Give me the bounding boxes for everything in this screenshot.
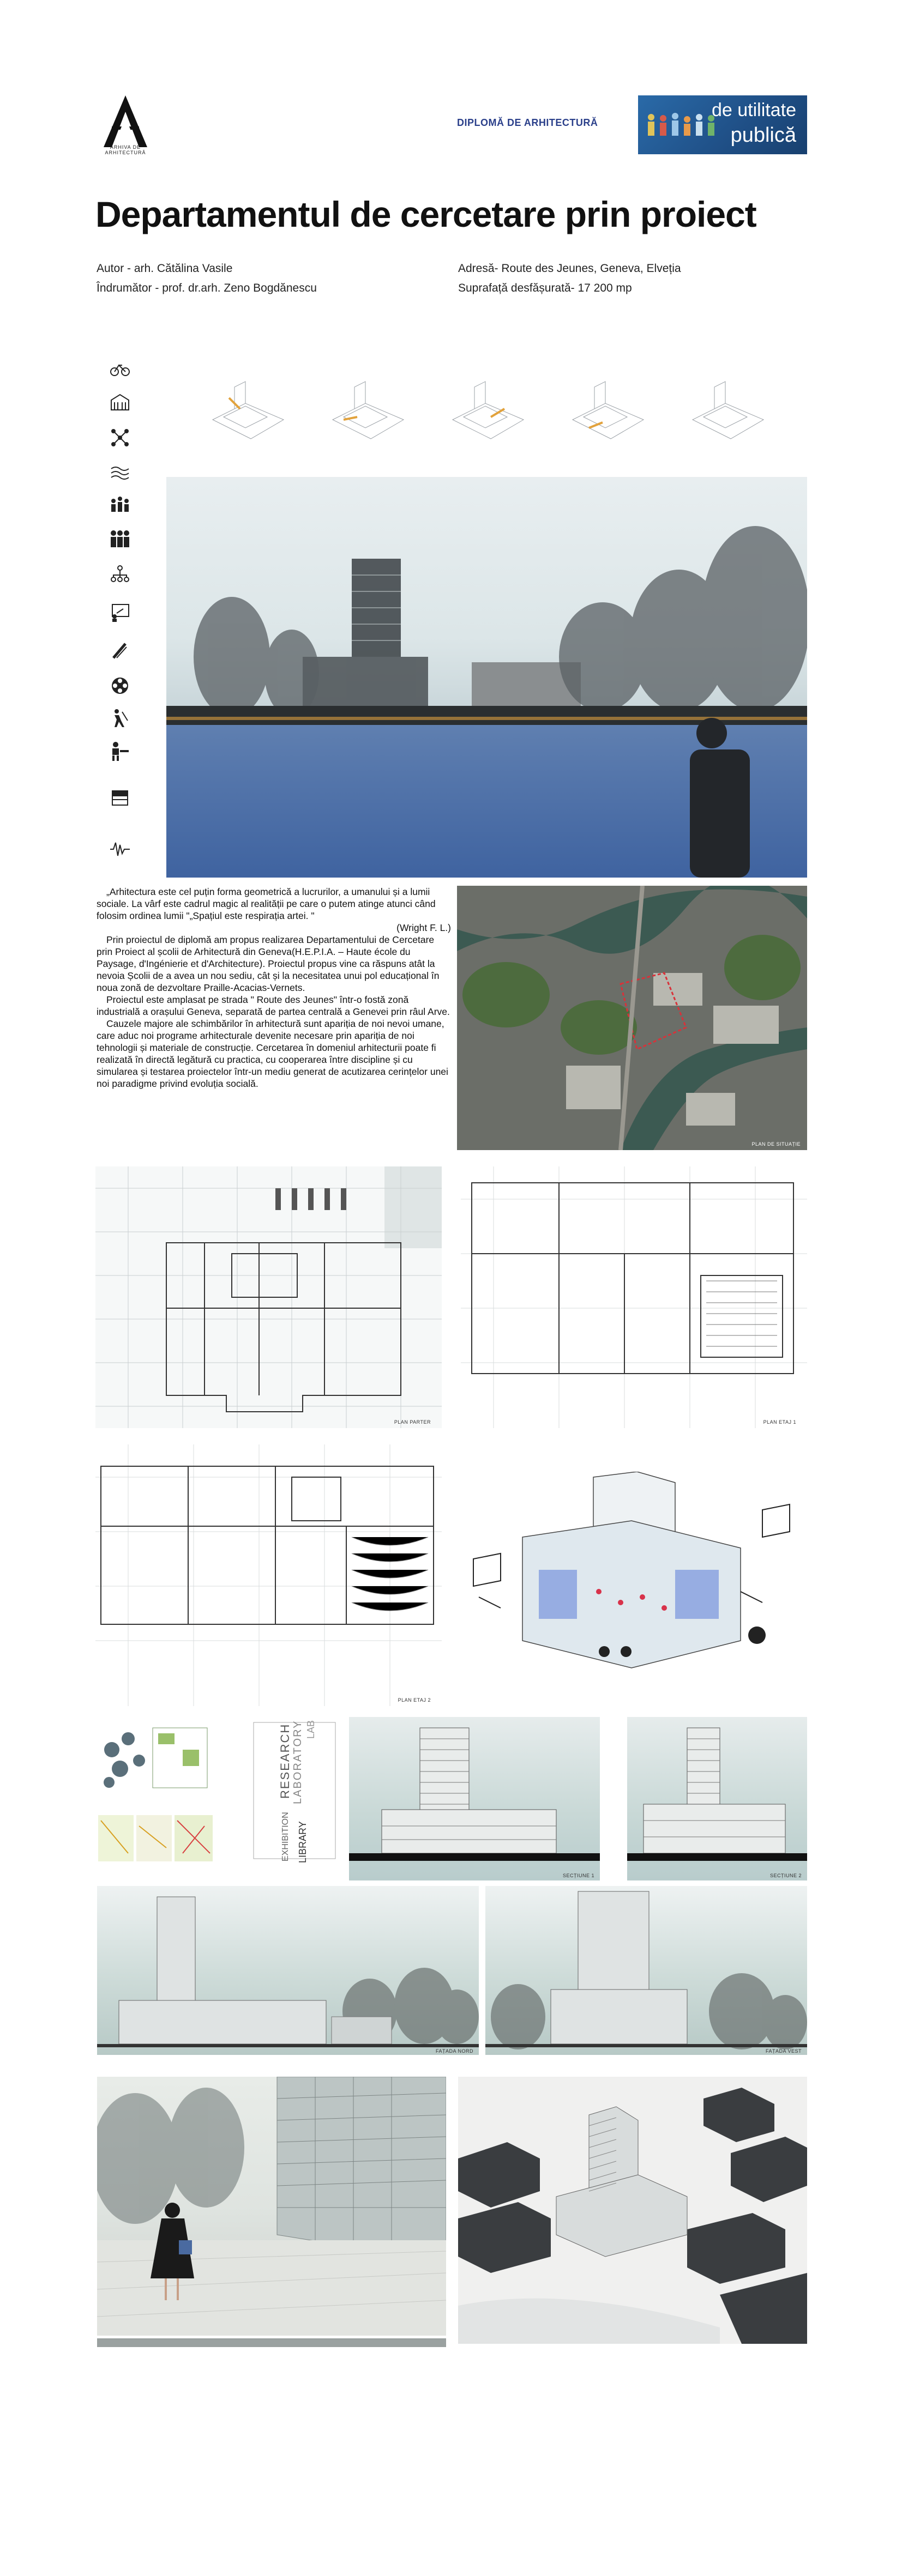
site-plan-aerial: [457, 886, 807, 1150]
people-icon: [645, 106, 721, 150]
concept-sketches-row: [207, 371, 807, 452]
word-lab: LAB: [305, 1720, 316, 1739]
film-reel-icon: [109, 676, 131, 696]
aerial-photo: [457, 886, 807, 1150]
quote-text: „Arhitectura este cel puțin forma geometrică a lucrurilor, a umanului și a lumii sociale. La vârf este cadrul magic al realității pe care o putem atinge atunci când folosim ordinea lumii "„Spațiul este respirația artei. ": [97, 886, 436, 921]
building-icon: [109, 392, 131, 412]
facade-north-caption: FAȚADA NORD: [435, 2048, 473, 2054]
section-2: [627, 1717, 807, 1880]
layers-icon: [109, 788, 131, 807]
paragraph-1: Prin proiectul de diplomă am propus realizarea Departamentului de Cercetare prin Proiect al școlii de Arhitectură din Geneva(H.E.P.I.A. – Haute école du Paysage, d'Ingénierie et d'Architecture). Proiectul propus vine ca răspuns atât la nevoia Școlii de a avea un nou sediu, cât și la necesitatea unui pol educațional în noua zonă de dezvoltare Praille-Acacias-Vernets.: [97, 934, 440, 993]
crowd-icon: [109, 529, 131, 548]
bicycle-icon: [109, 360, 131, 379]
badge-line1: de utilitate: [712, 100, 796, 120]
word-library: LIBRARY: [297, 1821, 308, 1863]
facade-west-caption: FAȚADA VEST: [765, 2048, 802, 2054]
project-description: [97, 886, 451, 1090]
diploma-label: DIPLOMĂ DE ARHITECTURĂ: [457, 117, 598, 128]
hierarchy-icon: [109, 564, 131, 584]
water-icon: [109, 463, 131, 483]
west-facade: [485, 1886, 807, 2055]
section1-caption: SECȚIUNE 1: [562, 1873, 594, 1878]
paragraph-3: Cauzele majore ale schimbărilor în arhitectură sunt apariția de noi nevoi umane, care aduc noi programe arhitecturale devenite necesare prin apariția de noi tehnologii și materiale de construcție. Cercetarea în domeniul arhitecturii poate fi realizată în directă legătură cu practica, cu cooperarea între discipline și cu simularea și testarea proiectelor într-un mediu generat de acutizarea cerințelor unei noi paradigme privind evoluția socială.: [97, 1018, 448, 1089]
paragraph-2: Proiectul este amplasat pe strada " Route des Jeunes" într-o fostă zonă industrială a orașului Geneva, separată de partea centrală a Genevei prin râul Arve.: [97, 994, 450, 1017]
page-title: Departamentul de cercetare prin proiect: [95, 194, 756, 234]
address-line: Adresă- Route des Jeunes, Geneva, Elveția: [458, 262, 681, 275]
axonometric-diagram: [457, 1472, 807, 1695]
first-floor-drawing: [461, 1166, 807, 1428]
network-icon: [109, 428, 131, 448]
massing-render: [458, 2077, 807, 2344]
word-exhibition: EXHIBITION: [281, 1812, 290, 1861]
credits-right: [458, 259, 681, 298]
author-line: Autor - arh. Cătălina Vasile: [97, 262, 233, 275]
west-facade-drawing: [485, 1886, 807, 2055]
section2-caption: SECȚIUNE 2: [769, 1873, 802, 1878]
analysis-diagrams: [95, 1717, 215, 1864]
second-floor-plan: [95, 1444, 442, 1706]
floor2-plan-caption: PLAN ETAJ 2: [398, 1697, 431, 1703]
massing-illustration: [458, 2077, 807, 2344]
quote-author: (Wright F. L.): [396, 922, 451, 933]
word-research: RESEARCH: [278, 1723, 292, 1799]
credits-left: [97, 259, 317, 298]
entrance-render: [97, 2077, 446, 2336]
first-floor-plan: [461, 1166, 807, 1428]
north-facade-drawing: [97, 1886, 479, 2055]
ground-plan-caption: PLAN PARTER: [394, 1419, 431, 1425]
presentation-icon: [109, 602, 131, 622]
north-facade: [97, 1886, 479, 2055]
concept-sketches: [207, 371, 807, 452]
word-laboratory: LABORATORY: [292, 1720, 304, 1804]
site-plan-caption: PLAN DE SITUAȚIE: [751, 1141, 801, 1147]
architecture-logo: [95, 93, 155, 153]
floor1-plan-caption: PLAN ETAJ 1: [763, 1419, 796, 1425]
tools-icon: [109, 640, 131, 660]
hero-render: [166, 477, 807, 878]
sound-wave-icon: [109, 839, 131, 859]
ground-floor-plan: [95, 1166, 442, 1428]
section-1-drawing: [349, 1717, 600, 1880]
logo-caption: ARHIVA DE ARHITECTURĂ: [105, 144, 146, 155]
program-words: [215, 1717, 341, 1864]
surface-line: Suprafață desfășurată- 17 200 mp: [458, 282, 632, 294]
hero-render-illustration: [166, 477, 807, 878]
entrance-illustration: [97, 2077, 446, 2336]
ground-floor-drawing: [95, 1166, 442, 1428]
people-group-icon: [109, 493, 131, 513]
walking-icon: [109, 709, 131, 728]
section-1: [349, 1717, 600, 1880]
second-floor-drawing: [95, 1444, 442, 1706]
section-2-drawing: [627, 1717, 807, 1880]
public-utility-badge: [638, 95, 807, 154]
advisor-line: Îndrumător - prof. dr.arh. Zeno Bogdănescu: [97, 282, 317, 294]
badge-line2: publică: [730, 124, 796, 147]
meeting-icon: [109, 741, 131, 761]
exploded-axonometry: [457, 1472, 807, 1695]
analysis-maps: [95, 1717, 215, 1864]
bottom-bar: [97, 2338, 446, 2347]
